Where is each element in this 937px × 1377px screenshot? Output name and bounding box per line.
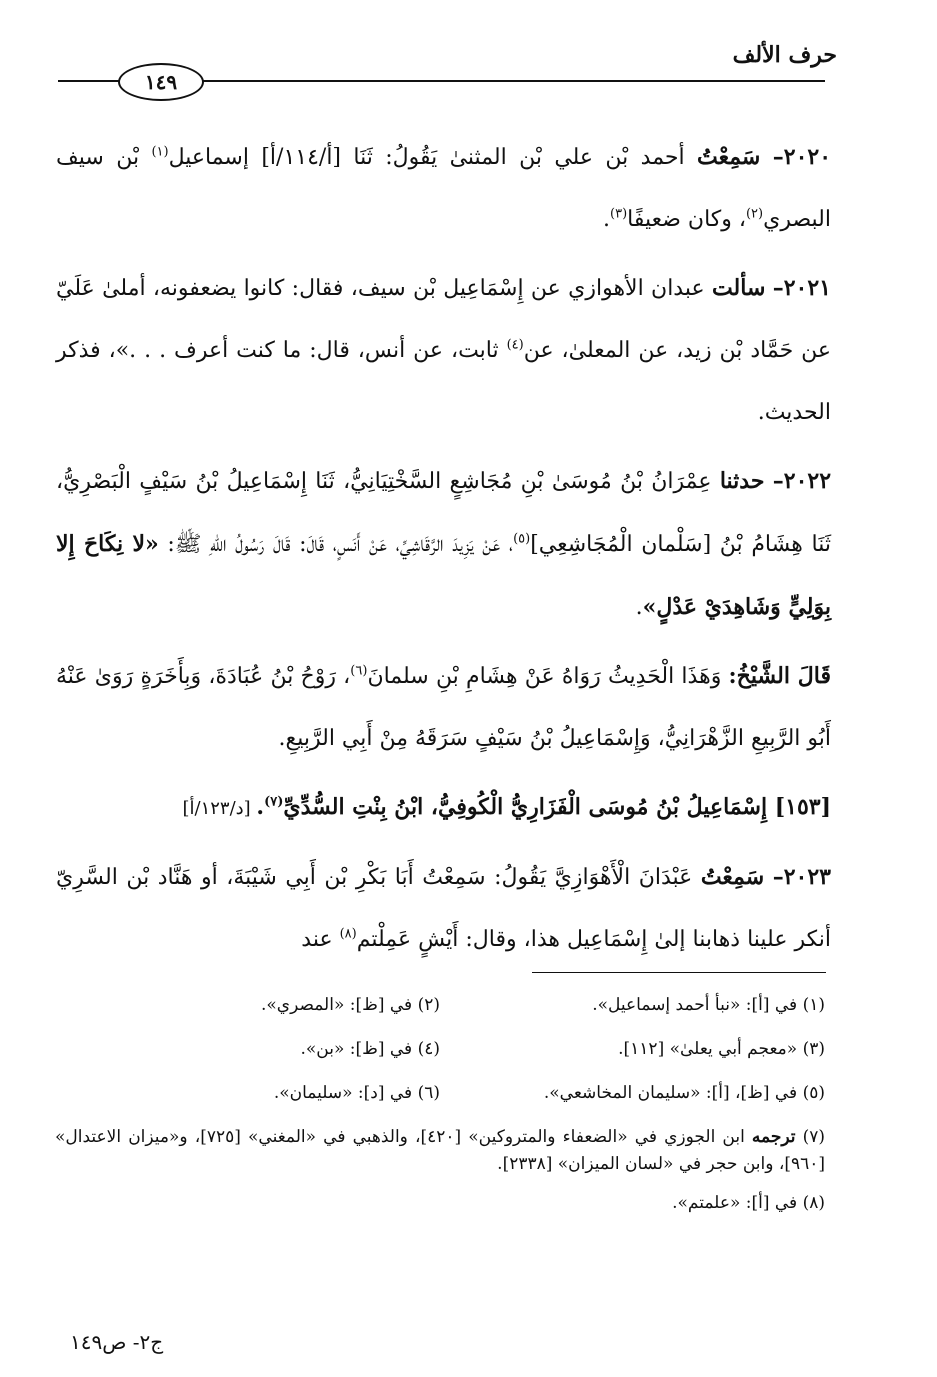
footnote-4: (٤) في [ظ]: «بن». — [300, 1039, 440, 1059]
entry-2020 — [56, 126, 831, 251]
entry-text: بْن سيف البصري — [56, 145, 831, 232]
footnote-divider — [532, 972, 826, 973]
entry-keyword: قَالَ الشَّيْخُ: — [728, 663, 832, 689]
footnote-row — [55, 1036, 825, 1063]
footnote-8: (٨) في [أ]: «علمتم». — [672, 1193, 825, 1213]
entry-text: عبدان الأهوازي عن إِسْمَاعِيل بْن سيف، فقال: كانوا يضعفونه، أملىٰ عَلَيّ عن حَمَّاد بْن زيد، عن المعلىٰ، عن — [56, 276, 831, 363]
entry-text: ثابت، عن أنس، قال: ما كنت أعرف . . .»، فذكر الحديث. — [56, 338, 831, 425]
chapter-title: حرف الألف — [732, 42, 837, 68]
biography-title: [١٥٣] إِسْمَاعِيلُ بْنُ مُوسَى الْفَزَارِيُّ الْكُوفِيُّ، ابْنُ بِنْتِ السُّدِّيِّ — [283, 794, 831, 820]
entry-text: ، عَنْ يَزِيدَ الرَّقَاشِيِّ، عَنْ أَنَسٍ، قَالَ: قَالَ رَسُولُ اللهِ ﷺ: — [158, 532, 514, 557]
footnote-row — [55, 992, 825, 1019]
entry-number: ٢٠٢١– — [772, 275, 831, 301]
manuscript-ref: [د/١٢٣/أ] — [182, 798, 257, 819]
footnote-number: (٧) — [795, 1127, 826, 1147]
entry-text: ، وكان ضعيفًا — [627, 207, 746, 232]
entry-keyword: سَمِعْتُ — [700, 864, 765, 890]
volume-page-mark: ج٢- ص١٤٩ — [70, 1330, 164, 1354]
entry-text: ، رَوْحُ بْنُ عُبَادَةَ، وَبِأَخَرَةٍ رَوَىٰ عَنْهُ أَبُو الرَّبِيعِ الزَّهْرَانِيُّ، وَإِسْمَاعِيلُ بْنُ سَيْفٍ سَرَقَهُ مِنْ أَبِي الرَّبِيعِ. — [56, 664, 831, 751]
hadith-quote: «لا نِكَاحَ إِلا بِوَلِيٍّ وَشَاهِدَيْ عَدْلٍ» — [56, 531, 831, 620]
biography-heading — [56, 776, 831, 840]
entry-text: . — [635, 595, 643, 620]
footnote-ref[interactable]: (٧) — [264, 794, 284, 810]
footnote-ref[interactable]: (٢) — [745, 206, 764, 222]
footnote-6: (٦) في [د]: «سليمان». — [273, 1083, 440, 1103]
footnotes — [55, 992, 825, 1229]
footnote-row — [55, 1080, 825, 1107]
entry-number: ٢٠٢٢– — [772, 468, 832, 494]
footnote-5: (٥) في [ظ]، [أ]: «سليمان المخاشعي». — [543, 1083, 825, 1103]
footnote-2: (٢) في [ظ]: «المصري». — [261, 995, 440, 1015]
footnote-ref[interactable]: (٨) — [339, 926, 357, 942]
entry-number: ٢٠٢٣– — [772, 864, 831, 890]
footnote-1: (١) في [أ]: «نبأ أحمد إسماعيل». — [592, 995, 825, 1015]
entry-text: وَهَذَا الْحَدِيثُ رَوَاهُ عَنْ هِشَامِ بْنِ سلمانَ — [367, 664, 729, 689]
footnote-keyword: ترجمه — [751, 1127, 796, 1147]
entry-text: . — [603, 207, 611, 232]
footnote-ref[interactable]: (٣) — [610, 206, 628, 222]
footnote-ref[interactable]: (٦) — [350, 663, 368, 679]
entry-2022 — [56, 450, 831, 639]
entry-2021 — [56, 257, 831, 444]
entry-text: أحمد بْن علي بْن المثنىٰ يَقُولُ: ثَنَا [أ/١١٤/أ] إسماعيل — [168, 145, 697, 170]
footnote-ref[interactable]: (٤) — [506, 337, 524, 353]
footnote-ref[interactable]: (٥) — [513, 531, 531, 547]
footnote-text: ابن الجوزي في «الضعفاء والمتروكين» [٤٢٠]، والذهبي في «المغني» [٧٢٥]، و«ميزان الاعتدال» [٩٦٠]، وابن حجر في «لسان الميزان» [٢٣٣٨]. — [55, 1127, 825, 1174]
entry-keyword: سألت — [711, 275, 766, 301]
sheikh-comment — [56, 645, 831, 770]
footnote-7 — [55, 1124, 825, 1178]
entry-2023 — [56, 846, 831, 971]
entry-text: عِمْرَانُ بْنُ مُوسَىٰ بْنِ مُجَاشِعٍ السَّخْتِيَانِيُّ، ثَنَا إِسْمَاعِيلُ بْنُ سَيْفٍ الْبَصْرِيُّ، ثَنَا هِشَامُ بْنُ [سَلْمان الْمُجَاشِعِي] — [56, 469, 831, 557]
entry-keyword: حدثنا — [719, 468, 765, 494]
page-number-badge: ١٤٩ — [118, 63, 204, 101]
main-text — [56, 126, 831, 977]
entry-text: . — [256, 794, 265, 820]
entry-text: عند — [301, 927, 340, 952]
footnote-ref[interactable]: (١) — [151, 144, 169, 160]
entry-text: عَبْدَانَ الْأَهْوَازِيَّ يَقُولُ: سَمِعْتُ أَبَا بَكْرِ بْن أَبِي شَيْبَةَ، أو هَنَّاد بْن السَّرِيّ أنكر علينا ذهابنا إلىٰ إِسْمَاعِيل هذا، وقال: أَيْشٍ عَمِلْتم — [56, 865, 831, 952]
footnote-3: (٣) «معجم أبي يعلىٰ» [١١٢]. — [618, 1039, 825, 1059]
entry-keyword: سَمِعْتُ — [697, 144, 761, 170]
entry-number: ٢٠٢٠– — [772, 144, 832, 170]
